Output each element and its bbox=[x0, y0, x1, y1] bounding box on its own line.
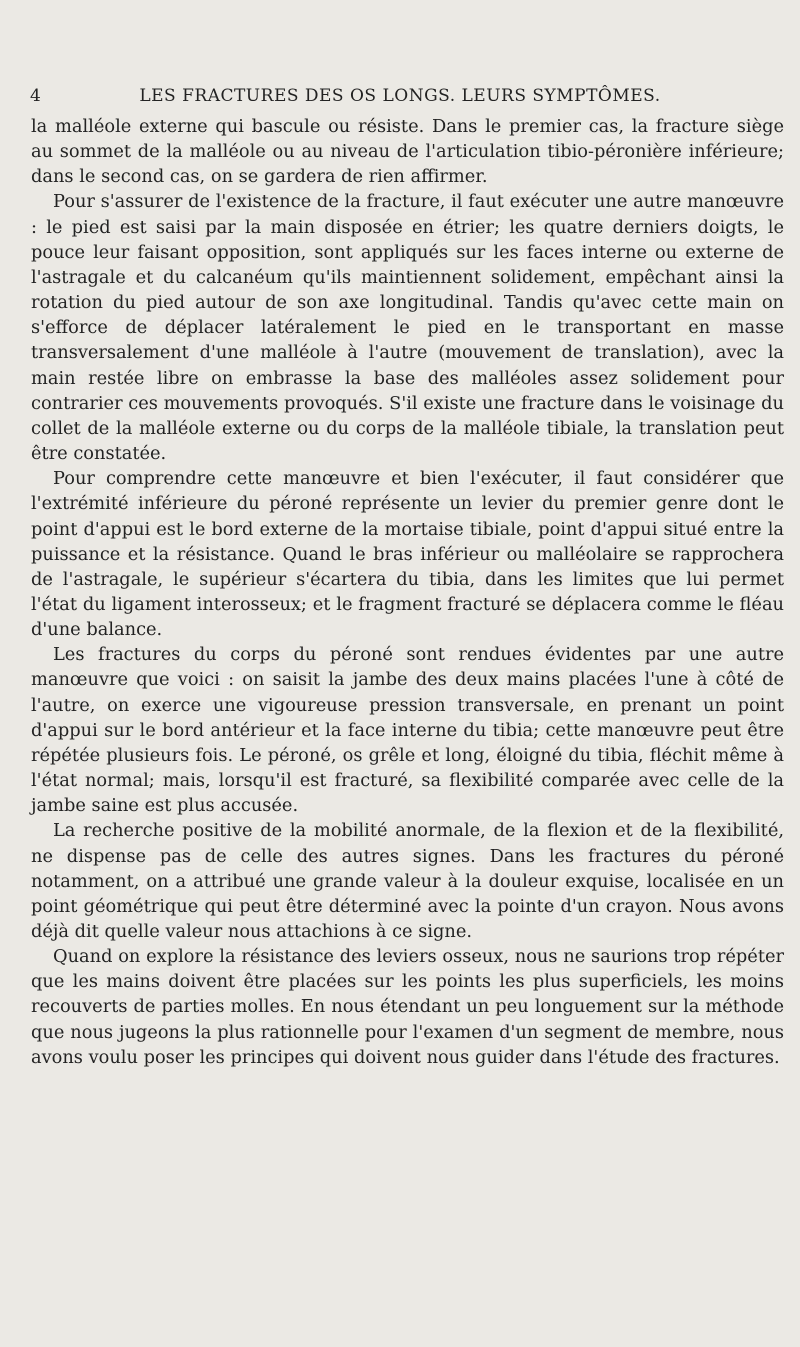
paragraph-4: Les fractures du corps du péroné sont rendues évidentes par une autre manœuvre que voici : on saisit la jambe des deux mains placées l'une à côté de l'autre, on exerce une vigoureuse pression transversale, en prenant un point d'appui sur le bord antérieur et la face interne du tibia; cette manœuvre peut être répétée plusieurs fois. Le péroné, os grêle et long, éloigné du tibia, fléchit même à l'état normal; mais, lorsqu'il est fracturé, sa flexibilité comparée avec celle de la jambe saine est plus accusée. bbox=[31, 644, 784, 817]
paragraph-3: Pour comprendre cette manœuvre et bien l'exécuter, il faut considérer que l'extrémité inférieure du péroné représente un levier du premier genre dont le point d'appui est le bord externe de la mortaise tibiale, point d'appui situé entre la puissance et la résistance. Quand le bras inférieur ou malléolaire se rapprochera de l'astragale, le supérieur s'écartera du tibia, dans les limites que lui permet l'état du ligament interosseux; et le fragment fracturé se déplacera comme le fléau d'une balance. bbox=[31, 468, 784, 641]
page-number: 4 bbox=[30, 86, 41, 106]
paragraph-2: Pour s'assurer de l'existence de la fracture, il faut exécuter une autre manœuvre : le pied est saisi par la main disposée en étrier; les quatre derniers doigts, le pouce leur faisant opposition, sont appliqués sur les faces interne ou externe de l'astragale et du calcanéum qu'ils maintiennent solidement, empêchant ainsi la rotation du pied autour de son axe longitudinal. Tandis qu'avec cette main on s'efforce de déplacer latéralement le pied en le transportant en masse transversalement d'une malléole à l'autre (mouvement de translation), avec la main restée libre on embrasse la base des malléoles assez solidement pour contrarier ces mouvements provoqués. S'il existe une fracture dans le voisinage du collet de la malléole externe ou du corps de la malléole tibiale, la translation peut être constatée. bbox=[31, 191, 784, 465]
page-header bbox=[0, 85, 800, 107]
body-text bbox=[31, 114, 784, 1070]
running-title: LES FRACTURES DES OS LONGS. LEURS SYMPTÔMES. bbox=[139, 86, 661, 106]
paragraph-1: la malléole externe qui bascule ou résiste. Dans le premier cas, la fracture siège au sommet de la malléole ou au niveau de l'articulation tibio-péronière inférieure; dans le second cas, on se gardera de rien affirmer. bbox=[31, 116, 784, 188]
paragraph-6: Quand on explore la résistance des leviers osseux, nous ne saurions trop répéter que les mains doivent être placées sur les points les plus superficiels, les moins recouverts de parties molles. En nous étendant un peu longuement sur la méthode que nous jugeons la plus rationnelle pour l'examen d'un segment de membre, nous avons voulu poser les principes qui doivent nous guider dans l'étude des fractures. bbox=[31, 946, 784, 1068]
paragraph-5: La recherche positive de la mobilité anormale, de la flexion et de la flexibilité, ne dispense pas de celle des autres signes. Dans les fractures du péroné notamment, on a attribué une grande valeur à la douleur exquise, localisée en un point géométrique qui peut être déterminé avec la pointe d'un crayon. Nous avons déjà dit quelle valeur nous attachions à ce signe. bbox=[31, 820, 784, 942]
